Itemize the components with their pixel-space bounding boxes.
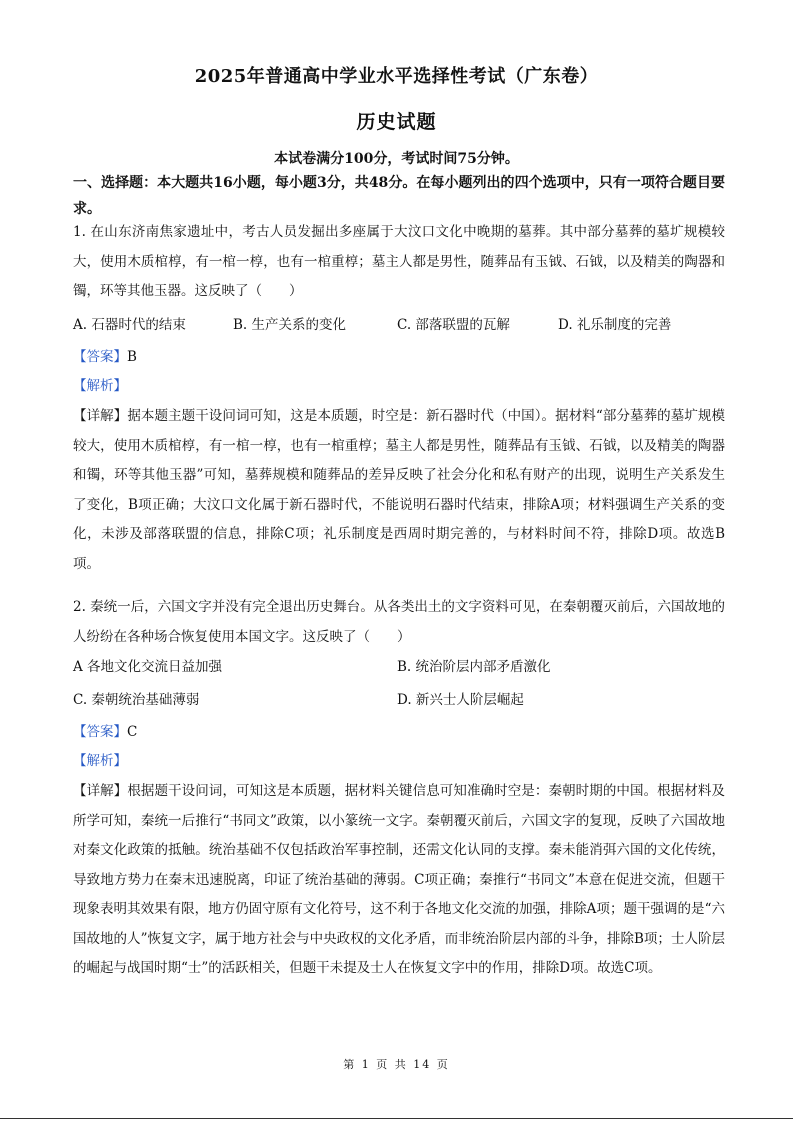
question-1-detail xyxy=(73,402,725,579)
question-2-analysis xyxy=(73,747,725,777)
exam-note: 本试卷满分100分，考试时间75分钟。 xyxy=(274,151,519,167)
answer-value: B xyxy=(127,349,137,365)
analysis-tag: 【解析】 xyxy=(73,753,127,769)
question-1-answer xyxy=(73,343,725,373)
answer-value: C xyxy=(127,724,138,740)
question-1-stem: 1. 在山东济南焦家遗址中，考古人员发掘出多座属于大汶口文化中晚期的墓葬。其中部分墓葬的墓圹规模较大，使用木质棺椁，有一棺一椁，也有一棺重椁；墓主人都是男性，随葬品有玉钺、石钺，以及精美的陶器和镯，环等其他玉器。这反映了（ ） xyxy=(73,224,725,299)
question-2-stem: 2. 秦统一后，六国文字并没有完全退出历史舞台。从各类出土的文字资料可见，在秦朝覆灭前后，六国故地的人纷纷在各种场合恢复使用本国文字。这反映了（ ） xyxy=(73,599,725,645)
bottom-rule xyxy=(0,1118,793,1119)
exam-title: 2025年普通高中学业水平选择性考试（广东卷） xyxy=(194,66,599,87)
question-2-detail xyxy=(73,777,725,984)
detail-tag: 【详解】 xyxy=(73,783,128,799)
question-1-option-d: D. 礼乐制度的完善 xyxy=(558,317,672,333)
detail-tag: 【详解】 xyxy=(73,408,128,424)
exam-subject: 历史试题 xyxy=(356,111,437,133)
question-2-option-c: C. 秦朝统治基础薄弱 xyxy=(73,692,200,708)
question-1-option-b: B. 生产关系的变化 xyxy=(233,317,347,333)
section-heading: 一、选择题：本大题共16小题，每小题3分，共48分。在每小题列出的四个选项中，只有一项符合题目要求。 xyxy=(73,175,725,217)
answer-tag: 【答案】 xyxy=(73,349,127,365)
detail-text: 据本题主题干设问词可知，这是本质题，时空是：新石器时代（中国）。据材料“部分墓葬的墓圹规模较大，使用木质棺椁，有一棺一椁，也有一棺重椁；墓主人都是男性，随葬品有玉钺、石钺，以及精美的陶器和镯，环等其他玉器”可知，墓葬规模和随葬品的差异反映了社会分化和私有财产的出现，说明生产关系发生了变化，B项正确；大汶口文化属于新石器时代，不能说明石器时代结束，排除A项；材料强调生产关系的变化，未涉及部落联盟的信息，排除C项；礼乐制度是西周时期完善的，与材料时间不符，排除D项。故选B项。 xyxy=(73,408,726,572)
answer-tag: 【答案】 xyxy=(73,724,127,740)
question-2-option-a: A 各地文化交流日益加强 xyxy=(73,659,223,675)
question-1-option-c: C. 部落联盟的瓦解 xyxy=(397,317,510,333)
page-number: 第 1 页 共 14 页 xyxy=(343,1058,450,1071)
question-2-option-b: B. 统治阶层内部矛盾激化 xyxy=(397,659,551,675)
detail-text: 根据题干设问词，可知这是本质题，据材料关键信息可知准确时空是：秦朝时期的中国。根据材料及所学可知，秦统一后推行“书同文”政策，以小篆统一文字。秦朝覆灭前后，六国文字的复现，反映了六国故地对秦文化政策的抵触。统治基础不仅包括政治军事控制，还需文化认同的支撑。秦未能消弭六国的文化传统，导致地方势力在秦末迅速脱离，印证了统治基础的薄弱。C项正确；秦推行“书同文”本意在促进交流，但题干现象表明其效果有限，地方仍固守原有文化符号，这不利于各地文化交流的加强，排除A项；题干强调的是“六国故地的人”恢复文字，属于地方社会与中央政权的文化矛盾，而非统治阶层内部的斗争，排除B项；士人阶层的崛起与战国时期“士”的活跃相关，但题干未提及士人在恢复文字中的作用，排除D项。故选C项。 xyxy=(73,783,726,976)
analysis-tag: 【解析】 xyxy=(73,378,127,394)
question-2-answer xyxy=(73,718,725,748)
question-2-option-d: D. 新兴士人阶层崛起 xyxy=(397,692,524,708)
question-1-option-a: A. 石器时代的结束 xyxy=(73,317,186,333)
question-1-analysis xyxy=(73,372,725,402)
